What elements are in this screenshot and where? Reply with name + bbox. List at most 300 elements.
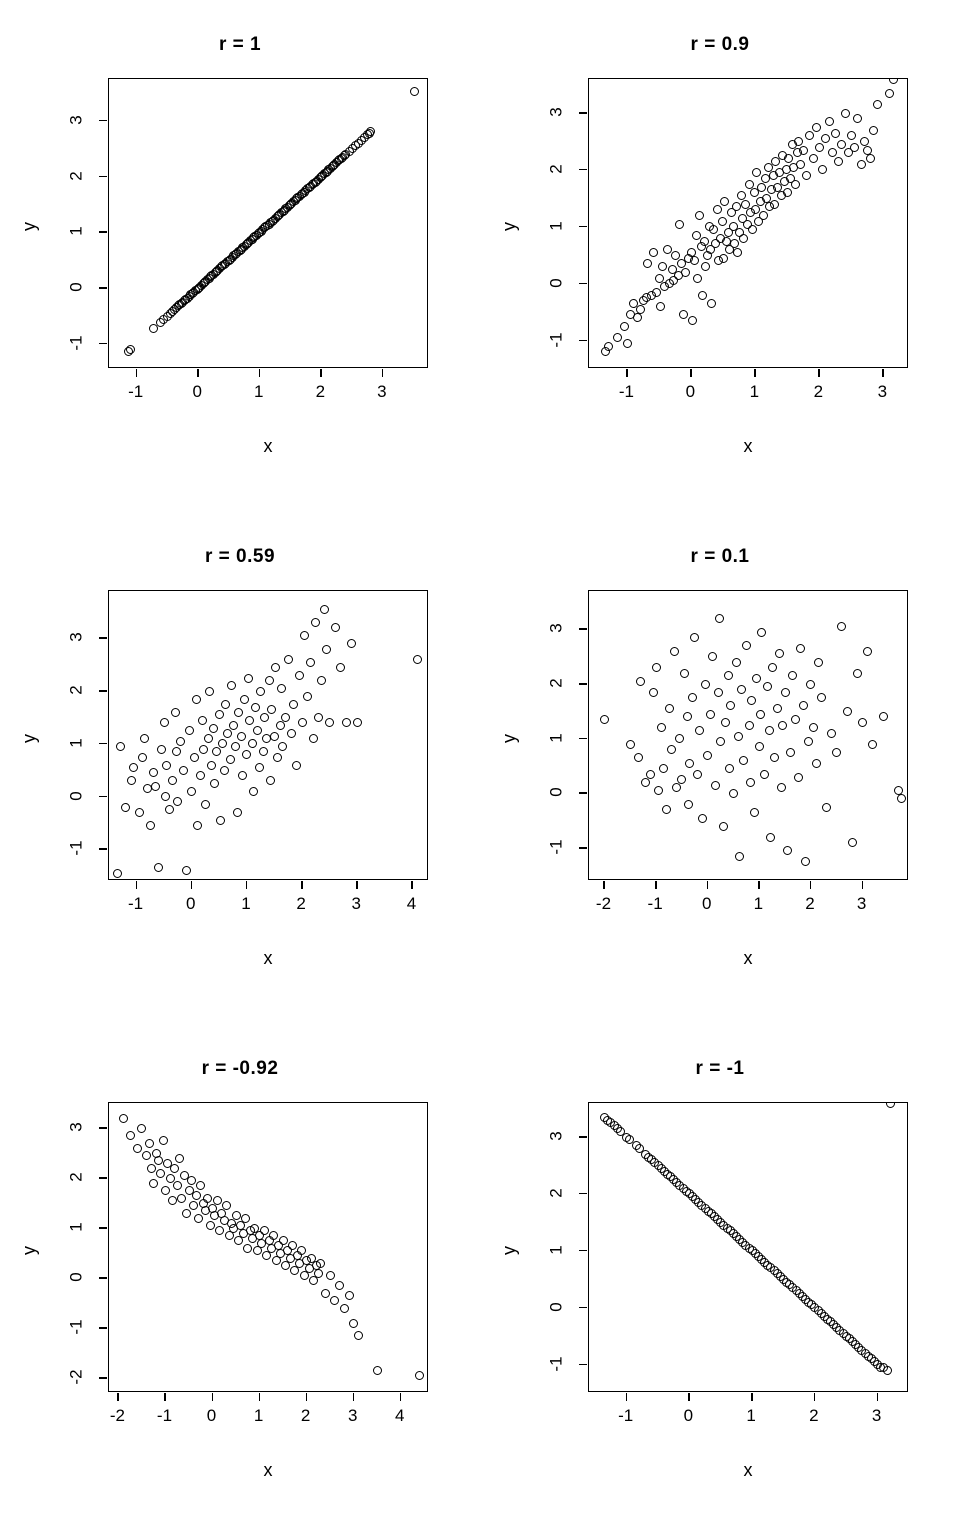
data-point [679, 310, 688, 319]
data-point [309, 734, 318, 743]
data-point [634, 753, 643, 762]
y-tick-mark [579, 738, 587, 740]
data-point [276, 721, 285, 730]
data-point [657, 723, 666, 732]
data-point [237, 732, 246, 741]
data-point [716, 737, 725, 746]
data-point [742, 641, 751, 650]
data-point [288, 1241, 297, 1250]
data-point [317, 676, 326, 685]
panel-title: r = 0.1 [690, 546, 750, 567]
data-point [227, 681, 236, 690]
data-point [732, 202, 741, 211]
data-point [413, 655, 422, 664]
data-point [684, 800, 693, 809]
data-point [713, 205, 722, 214]
y-tick-mark [99, 637, 107, 639]
data-point [137, 1124, 146, 1133]
data-point [885, 89, 894, 98]
y-tick-label-text: 3 [547, 623, 566, 634]
y-tick-mark [99, 690, 107, 692]
data-point [270, 732, 279, 741]
panel-title: r = 0.59 [204, 546, 276, 567]
y-tick-mark [99, 176, 107, 178]
data-point [763, 682, 772, 691]
data-point [168, 776, 177, 785]
y-tick-label-text: -1 [67, 840, 86, 856]
data-point [278, 742, 287, 751]
x-tick-label: 3 [377, 382, 387, 401]
data-point [151, 782, 160, 791]
data-point [863, 647, 872, 656]
y-tick-label [62, 110, 92, 130]
data-point [129, 763, 138, 772]
data-point [822, 803, 831, 812]
y-tick-label [542, 216, 572, 236]
data-point [801, 857, 810, 866]
y-tick-mark [579, 112, 587, 114]
x-tick-mark [411, 881, 413, 889]
data-point [725, 764, 734, 773]
data-point [821, 134, 830, 143]
y-tick-mark [579, 1136, 587, 1138]
y-tick-label [62, 1317, 92, 1337]
data-point [306, 658, 315, 667]
plot-area [588, 1102, 908, 1392]
data-point [733, 248, 742, 257]
data-point [232, 1211, 241, 1220]
data-point [240, 695, 249, 704]
x-tick-label: 2 [809, 1406, 819, 1425]
panel-title: r = 0.9 [690, 34, 750, 55]
chart-panel-6 [480, 1024, 960, 1536]
data-point [277, 684, 286, 693]
data-point [168, 1196, 177, 1205]
data-point [688, 316, 697, 325]
data-point [207, 761, 216, 770]
data-point [643, 259, 652, 268]
data-point [799, 701, 808, 710]
data-point [662, 805, 671, 814]
y-tick-label-text: 1 [67, 1222, 86, 1232]
data-point [620, 322, 629, 331]
y-tick-mark [99, 1127, 107, 1129]
data-point [253, 726, 262, 735]
x-tick-mark [400, 1393, 402, 1401]
y-tick-label-text: 1 [67, 738, 86, 748]
data-point [726, 701, 735, 710]
data-point [189, 1201, 198, 1210]
x-axis-label: x [263, 948, 273, 968]
data-point [897, 794, 906, 803]
x-tick-label: 1 [749, 382, 760, 401]
data-point [672, 783, 681, 792]
y-tick-mark [99, 743, 107, 745]
data-point [752, 674, 761, 683]
data-point [746, 778, 755, 787]
data-point [768, 663, 777, 672]
data-point [646, 770, 655, 779]
x-tick-label: -1 [128, 894, 144, 913]
y-tick-mark [579, 1364, 587, 1366]
data-point [292, 761, 301, 770]
x-tick-label: -1 [618, 382, 634, 401]
data-point [665, 704, 674, 713]
chart-panel-3 [0, 512, 480, 1024]
data-point [690, 633, 699, 642]
data-point [265, 676, 274, 685]
data-point [241, 1214, 250, 1223]
data-point [658, 262, 667, 271]
x-tick-mark [810, 881, 812, 889]
y-tick-label-text: -2 [67, 1369, 86, 1385]
data-point [866, 154, 875, 163]
data-point [791, 715, 800, 724]
data-point [720, 197, 729, 206]
y-tick-label-text: 1 [67, 226, 86, 237]
y-tick-label [62, 786, 92, 806]
data-point [814, 658, 823, 667]
data-point [204, 734, 213, 743]
data-point [604, 342, 613, 351]
data-point [889, 78, 898, 84]
data-point [142, 1151, 151, 1160]
data-point [879, 712, 888, 721]
y-tick-label [62, 1117, 92, 1137]
data-point [796, 160, 805, 169]
data-point [222, 1201, 231, 1210]
x-tick-label: 1 [753, 894, 764, 913]
x-tick-mark [191, 881, 193, 889]
data-point [698, 814, 707, 823]
data-point [209, 724, 218, 733]
y-tick-mark [579, 683, 587, 685]
y-tick-label-text: -1 [547, 839, 566, 855]
x-tick-mark [751, 1393, 753, 1401]
y-tick-label [542, 159, 572, 179]
data-point [192, 1191, 201, 1200]
data-point [695, 211, 704, 220]
data-point [298, 718, 307, 727]
data-point [848, 838, 857, 847]
data-point [786, 748, 795, 757]
x-tick-mark [626, 369, 628, 377]
x-axis-label: x [743, 436, 753, 456]
data-point [269, 1231, 278, 1240]
y-tick-label [62, 333, 92, 353]
data-point [721, 718, 730, 727]
x-tick-mark [382, 369, 384, 377]
y-tick-mark [99, 1227, 107, 1229]
data-point [215, 710, 224, 719]
x-tick-label: 0 [701, 894, 712, 913]
y-tick-label [62, 838, 92, 858]
data-point [245, 716, 254, 725]
x-tick-label: 3 [347, 1406, 358, 1425]
data-point [737, 685, 746, 694]
data-point [794, 773, 803, 782]
x-tick-mark [306, 1393, 308, 1401]
data-point [190, 753, 199, 762]
x-tick-label: 4 [406, 894, 417, 913]
y-tick-label-text: 3 [67, 632, 86, 643]
data-point [273, 753, 282, 762]
data-point [818, 165, 827, 174]
x-tick-label: 0 [206, 1406, 217, 1425]
data-point [778, 721, 787, 730]
data-point [116, 742, 125, 751]
data-point [667, 745, 676, 754]
data-point [206, 1221, 215, 1230]
y-tick-label [62, 1217, 92, 1237]
y-tick-label-text: 0 [67, 282, 86, 292]
data-point [172, 747, 181, 756]
x-tick-mark [353, 1393, 355, 1401]
x-tick-mark [246, 881, 248, 889]
data-point [843, 707, 852, 716]
plot-area [108, 590, 428, 880]
data-point [196, 771, 205, 780]
data-point [777, 783, 786, 792]
data-point [825, 117, 834, 126]
y-tick-mark [99, 1327, 107, 1329]
y-tick-label-text: 2 [67, 1172, 86, 1182]
x-tick-mark [655, 881, 657, 889]
x-tick-mark [117, 1393, 119, 1401]
data-point [340, 1304, 349, 1313]
y-tick-label [542, 728, 572, 748]
data-point [714, 688, 723, 697]
x-tick-mark [862, 881, 864, 889]
data-point [706, 710, 715, 719]
panel-title: r = -1 [695, 1058, 745, 1079]
data-point [724, 671, 733, 680]
data-point [336, 663, 345, 672]
data-point [182, 866, 191, 875]
x-tick-mark [603, 881, 605, 889]
data-point [695, 726, 704, 735]
plot-area [588, 590, 908, 880]
data-point [196, 1181, 205, 1190]
data-point [649, 248, 658, 257]
data-point [809, 723, 818, 732]
x-tick-mark [301, 881, 303, 889]
data-point [157, 745, 166, 754]
data-point [827, 729, 836, 738]
data-point [757, 628, 766, 637]
data-point [170, 1164, 179, 1173]
data-point [259, 747, 268, 756]
data-point [233, 808, 242, 817]
data-point [815, 143, 824, 152]
x-tick-mark [814, 1393, 816, 1401]
data-point [868, 740, 877, 749]
y-tick-label [62, 221, 92, 241]
y-axis-label [18, 0, 40, 512]
x-tick-label: 3 [871, 1406, 882, 1425]
data-point [860, 137, 869, 146]
data-point [659, 764, 668, 773]
data-point [218, 739, 227, 748]
y-tick-mark [99, 287, 107, 289]
data-point [837, 622, 846, 631]
data-point [701, 680, 710, 689]
x-axis-label: x [263, 436, 273, 456]
x-tick-mark [688, 1393, 690, 1401]
y-tick-label [62, 627, 92, 647]
data-point [883, 1366, 892, 1375]
data-point [837, 140, 846, 149]
x-tick-label: 2 [805, 894, 815, 913]
y-tick-mark [579, 1307, 587, 1309]
data-point [783, 846, 792, 855]
data-point [199, 745, 208, 754]
data-point [175, 1154, 184, 1163]
data-point [161, 1186, 170, 1195]
data-point [703, 751, 712, 760]
y-tick-label [542, 837, 572, 857]
data-point [613, 333, 622, 342]
data-point [732, 658, 741, 667]
y-tick-mark [99, 343, 107, 345]
x-tick-label: 2 [315, 382, 326, 401]
y-tick-label [62, 1367, 92, 1387]
panel-title: r = -0.92 [201, 1058, 279, 1079]
chart-panel-5 [0, 1024, 480, 1536]
data-point [295, 671, 304, 680]
data-point [221, 700, 230, 709]
y-tick-mark [99, 1377, 107, 1379]
data-point [121, 803, 130, 812]
data-point [739, 234, 748, 243]
data-point [623, 339, 632, 348]
data-point [809, 154, 818, 163]
y-tick-mark [579, 792, 587, 794]
data-point [626, 740, 635, 749]
y-tick-label [542, 782, 572, 802]
data-point [135, 808, 144, 817]
data-point [154, 863, 163, 872]
x-tick-label: -2 [109, 1406, 125, 1425]
y-tick-label-text: -1 [67, 1319, 86, 1335]
data-point [636, 677, 645, 686]
data-point [316, 1259, 325, 1268]
data-point [750, 808, 759, 817]
y-tick-label-text: 1 [547, 733, 566, 743]
data-point [267, 705, 276, 714]
data-point [300, 631, 309, 640]
data-point [349, 1319, 358, 1328]
data-point [711, 781, 720, 790]
data-point [127, 776, 136, 785]
data-point [160, 718, 169, 727]
data-point [287, 729, 296, 738]
y-tick-mark [579, 1250, 587, 1252]
data-point [173, 1181, 182, 1190]
data-point [193, 821, 202, 830]
data-point [802, 171, 811, 180]
data-point [289, 700, 298, 709]
y-tick-label-text: 3 [67, 1122, 86, 1132]
data-point [226, 755, 235, 764]
data-point [857, 160, 866, 169]
x-tick-label: -1 [647, 894, 663, 913]
data-point [223, 729, 232, 738]
y-tick-label-text: 1 [547, 1245, 566, 1255]
data-point [788, 671, 797, 680]
data-point [314, 713, 323, 722]
y-tick-label-text: 3 [547, 1131, 566, 1141]
data-point [213, 1196, 222, 1205]
x-tick-label: 2 [300, 1406, 311, 1425]
data-point [373, 1366, 382, 1375]
data-point [185, 726, 194, 735]
data-point [831, 129, 840, 138]
x-tick-mark [877, 1393, 879, 1401]
data-point [242, 750, 251, 759]
data-point [707, 299, 716, 308]
y-tick-label-text: 2 [67, 170, 86, 181]
x-tick-label: 3 [856, 894, 867, 913]
data-point [156, 1169, 165, 1178]
y-tick-label [62, 1267, 92, 1287]
y-tick-label-text: 0 [547, 1301, 566, 1312]
data-point [794, 137, 803, 146]
y-tick-label [542, 273, 572, 293]
x-axis-label: x [263, 1460, 273, 1480]
data-point [671, 251, 680, 260]
data-point [745, 721, 754, 730]
data-point [331, 623, 340, 632]
data-point [210, 779, 219, 788]
data-point [260, 713, 269, 722]
y-axis-label-text: y [498, 221, 519, 231]
data-point [656, 302, 665, 311]
y-tick-mark [579, 340, 587, 342]
data-point [145, 1139, 154, 1148]
y-tick-mark [579, 283, 587, 285]
y-tick-label-text: 1 [547, 221, 566, 231]
x-tick-label: 4 [395, 1406, 405, 1425]
y-tick-label-text: 2 [547, 1188, 566, 1198]
x-tick-mark [758, 881, 760, 889]
panel-title: r = 1 [218, 34, 262, 55]
data-point [633, 313, 642, 322]
data-point [812, 759, 821, 768]
chart-panel-2 [480, 0, 960, 512]
y-axis-label-text: y [498, 1245, 519, 1255]
data-point [869, 126, 878, 135]
data-point [229, 721, 238, 730]
data-point [806, 680, 815, 689]
data-point [342, 718, 351, 727]
data-point [600, 715, 609, 724]
x-tick-mark [690, 369, 692, 377]
data-point [805, 131, 814, 140]
data-point [198, 716, 207, 725]
data-point [256, 687, 265, 696]
x-tick-mark [136, 369, 138, 377]
y-tick-label-text: -1 [67, 335, 86, 351]
y-tick-label-text: 0 [67, 1272, 86, 1282]
data-point [311, 618, 320, 627]
data-point [773, 704, 782, 713]
y-tick-mark [99, 231, 107, 233]
data-point [119, 1114, 128, 1123]
data-point [747, 696, 756, 705]
x-tick-mark [259, 369, 261, 377]
data-point [755, 742, 764, 751]
